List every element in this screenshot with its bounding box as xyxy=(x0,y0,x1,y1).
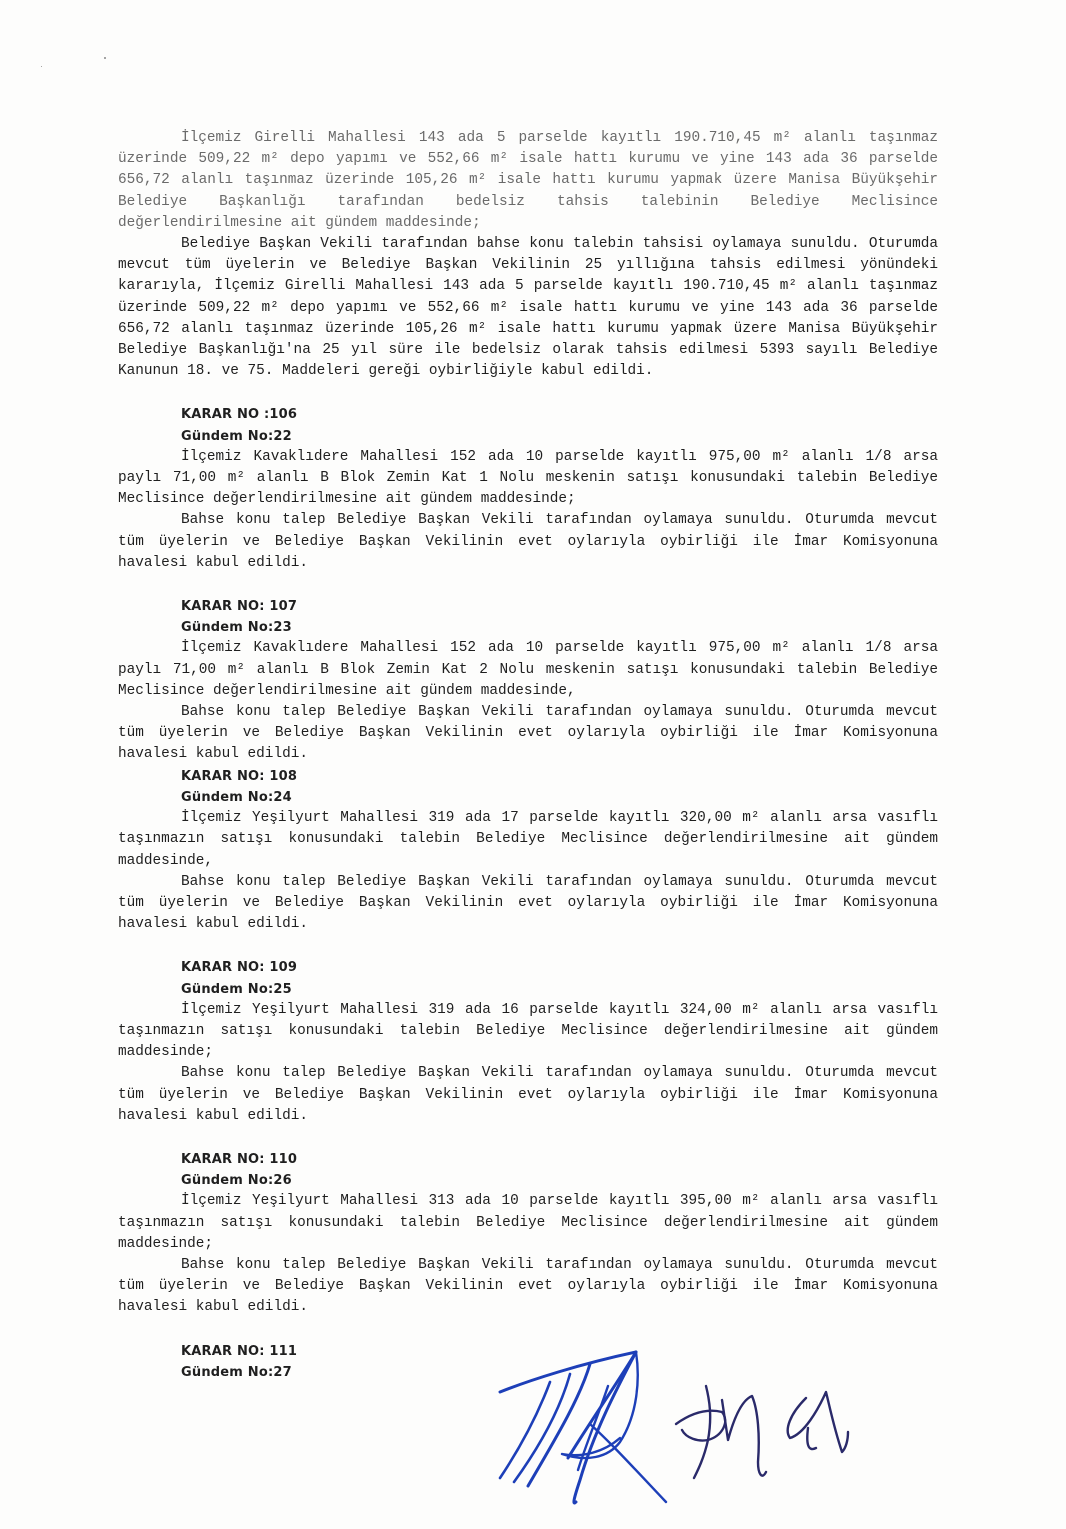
spacer xyxy=(118,574,938,596)
karar-no: KARAR NO :106 xyxy=(181,407,298,423)
gundem-no: Gündem No:24 xyxy=(181,789,292,805)
decision-107 xyxy=(118,596,938,766)
karar-no: KARAR NO: 111 xyxy=(181,1343,298,1359)
gundem-no: Gündem No:23 xyxy=(181,620,292,636)
gundem-no: Gündem No:26 xyxy=(181,1173,292,1189)
decision-result: Bahse konu talep Belediye Başkan Vekili tarafından oylamaya sunuldu. Oturumda mevcut tüm üyelerin ve Belediye Başkan Vekilinin evet oylarıyla oybirliği ile İmar Komisyonuna havalesi kabul edildi. xyxy=(118,1065,938,1124)
gundem-no: Gündem No:22 xyxy=(181,428,292,444)
signature-stroke xyxy=(528,1364,590,1486)
spacer xyxy=(118,382,938,404)
decision-108 xyxy=(118,766,938,936)
decision-subject: İlçemiz Yeşilyurt Mahallesi 313 ada 10 parselde kayıtlı 395,00 m² alanlı arsa vasıflı taşınmazın satışı konusundaki talebin Belediye Meclisince değerlendirilmesine ait gündem maddesinde; xyxy=(118,1193,938,1252)
decision-subject: İlçemiz Kavaklıdere Mahallesi 152 ada 10 parselde kayıtlı 975,00 m² alanlı 1/8 arsa paylı 71,00 m² alanlı B Blok Zemin Kat 1 Nolu meskenin satışı konusundaki talebin Belediye Meclisince değerlendirilmesine ait gündem maddesinde; xyxy=(118,448,938,508)
signature-stroke xyxy=(694,1386,710,1478)
decision-subject: İlçemiz Yeşilyurt Mahallesi 319 ada 16 parselde kayıtlı 324,00 m² alanlı arsa vasıflı taşınmazın satışı konusundaki talebin Belediye Meclisince değerlendirilmesine ait gündem maddesinde; xyxy=(118,1001,938,1061)
decision-109 xyxy=(118,957,938,1127)
signature-stroke xyxy=(590,1424,666,1502)
decision-result: Bahse konu talep Belediye Başkan Vekili tarafından oylamaya sunuldu. Oturumda mevcut tüm üyelerin ve Belediye Başkan Vekilinin evet oylarıyla oybirliği ile İmar Komisyonuna havalesi kabul edildi. xyxy=(118,512,938,571)
handwritten-signatures xyxy=(490,1330,870,1510)
decision-subject: İlçemiz Kavaklıdere Mahallesi 152 ada 10 parselde kayıtlı 975,00 m² alanlı 1/8 arsa paylı 71,00 m² alanlı B Blok Zemin Kat 2 Nolu meskenin satışı konusundaki talebin Belediye Meclisince değerlendirilmesine ait gündem maddesinde, xyxy=(118,640,938,699)
gundem-no: Gündem No:27 xyxy=(181,1364,292,1380)
decision-result: Bahse konu talep Belediye Başkan Vekili tarafından oylamaya sunuldu. Oturumda mevcut tüm üyelerin ve Belediye Başkan Vekilinin evet oylarıyla oybirliği ile İmar Komisyonuna havalesi kabul edildi. xyxy=(118,704,938,763)
karar-no: KARAR NO: 108 xyxy=(181,768,298,784)
intro-decision: Belediye Başkan Vekili tarafından bahse konu talebin tahsisi oylamaya sunuldu. Oturumda mevcut tüm üyelerin ve Belediye Başkan Vekilinin 25 yıllığına tahsis edilmesi yönündeki kararıyla, İlçemiz Girelli Mahallesi 143 ada 5 parselde kayıtlı 190.710,45 m² alanlı taşınmaz üzerinde 509,22 m² depo yapımı ve 552,66 m² isale hattı kurumu ve yine 143 ada 36 parselde 656,72 alanlı taşınmaz üzerinde 105,26 m² isale hattı kurumu yapmak üzere Manisa Büyükşehir Belediye Başkanlığı'na 25 yıl süre ile bedelsiz olarak tahsis edilmesi 5393 sayılı Belediye Kanunun 18. ve 75. Maddeleri gereği oybirliğiyle kabul edildi. xyxy=(118,236,938,380)
karar-no: KARAR NO: 110 xyxy=(181,1151,298,1167)
decision-result: Bahse konu talep Belediye Başkan Vekili tarafından oylamaya sunuldu. Oturumda mevcut tüm üyelerin ve Belediye Başkan Vekilinin evet oylarıyla oybirliği ile İmar Komisyonuna havalesi kabul edildi. xyxy=(118,873,938,933)
signature-stroke xyxy=(807,1428,816,1449)
signature-stroke xyxy=(676,1411,725,1441)
signature-stroke xyxy=(722,1396,766,1476)
decision-110 xyxy=(118,1149,938,1319)
decision-subject: İlçemiz Yeşilyurt Mahallesi 319 ada 17 parselde kayıtlı 320,00 m² alanlı arsa vasıflı taşınmazın satışı konusundaki talebin Belediye Meclisince değerlendirilmesine ait gündem maddesinde, xyxy=(118,810,938,869)
karar-no: KARAR NO: 109 xyxy=(181,960,298,976)
signature-stroke xyxy=(788,1392,848,1452)
karar-no: KARAR NO: 107 xyxy=(181,599,298,615)
intro-paragraph: İlçemiz Girelli Mahallesi 143 ada 5 parselde kayıtlı 190.710,45 m² alanlı taşınmaz üzerinde 509,22 m² depo yapımı ve 552,66 m² isale hattı kurumu ve yine 143 ada 36 parselde 656,72 alanlı taşınmaz üzerinde 105,26 m² isale hattı kurumu yapmak üzere Manisa Büyükşehir Belediye Başkanlığı tarafından bedelsiz tahsis talebinin Belediye Meclisince değerlendirilmesine ait gündem maddesinde; xyxy=(118,130,938,231)
spacer xyxy=(118,1127,938,1149)
document-body xyxy=(118,128,938,1383)
decision-result: Bahse konu talep Belediye Başkan Vekili tarafından oylamaya sunuldu. Oturumda mevcut tüm üyelerin ve Belediye Başkan Vekilinin evet oylarıyla oybirliği ile İmar Komisyonuna havalesi kabul edildi. xyxy=(118,1256,938,1316)
spacer xyxy=(118,935,938,957)
gundem-no: Gündem No:25 xyxy=(181,981,292,997)
decision-106 xyxy=(118,404,938,574)
